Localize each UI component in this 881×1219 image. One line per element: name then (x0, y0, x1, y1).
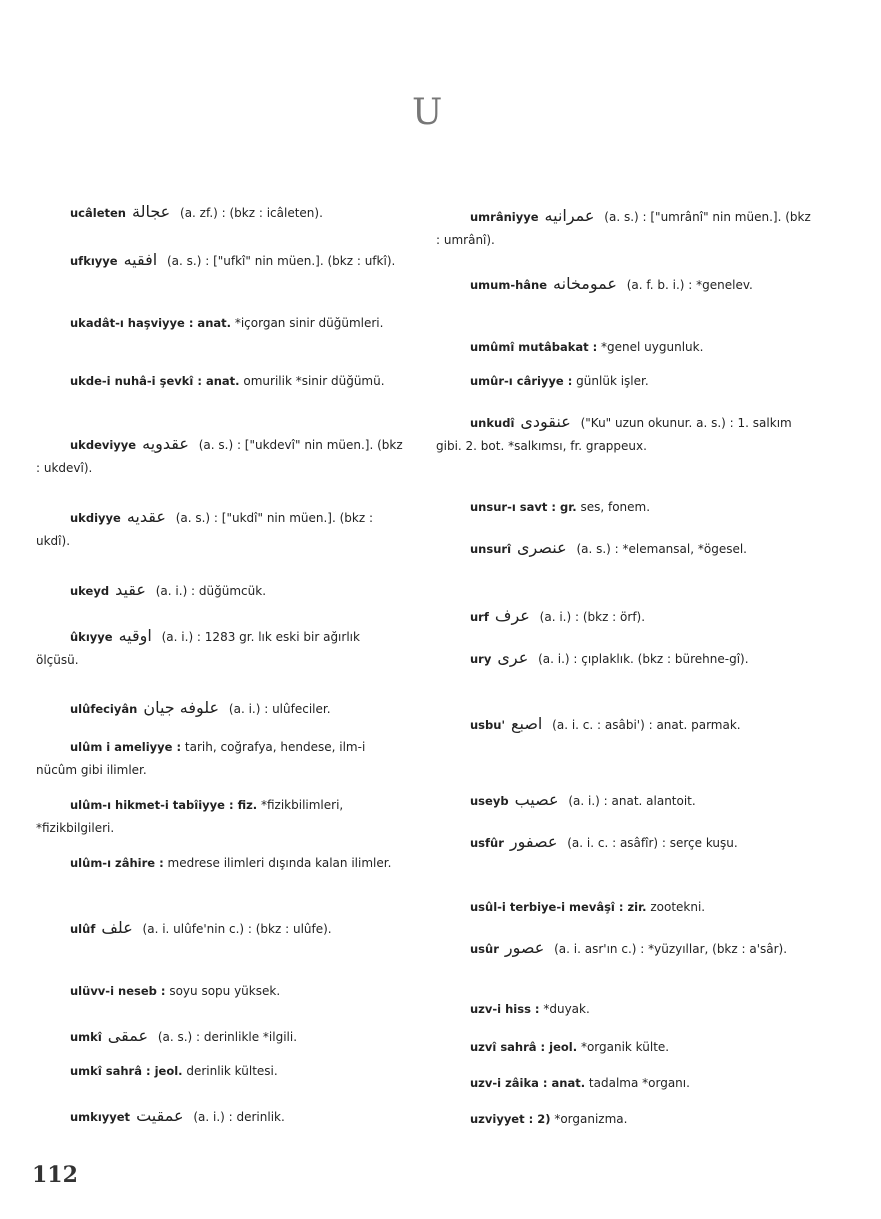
entry-arabic-script: عمقيت (136, 1106, 184, 1125)
entry-definition: *genel uygunluk. (601, 340, 704, 354)
entry-headword: urf (470, 610, 489, 624)
entry-definition: soyu sopu yüksek. (169, 984, 281, 998)
dictionary-entry (36, 624, 406, 672)
dictionary-entry (436, 410, 812, 458)
entry-headword: uzv-i zâika : anat. (470, 1076, 586, 1090)
dictionary-entry (36, 505, 406, 553)
dictionary-entry (36, 1104, 406, 1129)
entry-headword: ufkıyye (70, 254, 118, 268)
entry-definition: derinlik kültesi. (186, 1064, 278, 1078)
entry-arabic-script: عمقى (107, 1026, 148, 1045)
dictionary-entry (436, 646, 812, 671)
dictionary-entry (36, 794, 406, 840)
entry-headword: usfûr (470, 836, 504, 850)
entry-headword: unkudî (470, 416, 515, 430)
entry-headword: unsurî (470, 542, 512, 556)
dictionary-entry (436, 370, 812, 393)
entry-arabic-script: عقيد (115, 580, 146, 599)
dictionary-entry (36, 696, 406, 721)
entry-headword: usûl-i terbiye-i mevâşî : zir. (470, 900, 647, 914)
page-number: 112 (32, 1162, 78, 1188)
entry-arabic-script: عصيب (514, 790, 559, 809)
entry-headword: ucâleten (70, 206, 126, 220)
dictionary-entry (436, 204, 812, 252)
dictionary-entry (436, 536, 812, 561)
entry-definition: ("Ku" uzun okunur. a. s.) : 1. salkım gibi. 2. bot. *salkımsı, fr. grappeux. (436, 416, 792, 453)
entry-definition: *organizma. (554, 1112, 628, 1126)
entry-headword: unsur-ı savt : gr. (470, 500, 577, 514)
entry-definition: (a. f. b. i.) : *genelev. (622, 278, 753, 292)
entry-headword: ûkıyye (70, 630, 113, 644)
entry-headword: useyb (470, 794, 509, 808)
dictionary-entry (36, 916, 406, 941)
dictionary-entry (36, 200, 406, 225)
dictionary-entry (36, 370, 406, 393)
entry-headword: uzvî sahrâ : jeol. (470, 1040, 578, 1054)
entry-definition: (a. i.) : anat. alantoit. (564, 794, 696, 808)
dictionary-entry (36, 736, 406, 782)
entry-arabic-script: عقديه (126, 507, 166, 526)
entry-headword: umûmî mutâbakat : (470, 340, 598, 354)
entry-headword: ulûfeciyân (70, 702, 138, 716)
entry-headword: umkıyyet (70, 1110, 131, 1124)
entry-arabic-script: عصفور (509, 832, 558, 851)
dictionary-entry (436, 1072, 812, 1095)
entry-headword: ulûm-ı zâhire : (70, 856, 164, 870)
dictionary-entry (436, 896, 812, 919)
section-letter: U (412, 92, 443, 133)
entry-headword: uzviyyet : 2) (470, 1112, 551, 1126)
dictionary-entry (436, 936, 812, 961)
entry-arabic-script: عنصرى (517, 538, 567, 557)
dictionary-entry (36, 980, 406, 1003)
dictionary-entry (436, 788, 812, 813)
entry-headword: ukdiyye (70, 511, 121, 525)
entry-definition: (a. i.) : ulûfeciler. (225, 702, 331, 716)
dictionary-entry (36, 852, 406, 875)
entry-headword: usûr (470, 942, 499, 956)
entry-arabic-script: علف (101, 918, 133, 937)
entry-definition: (a. s.) : ["ukdî" nin müen.]. (bkz : ukdî). (36, 511, 374, 548)
entry-arabic-script: افقيه (123, 250, 158, 269)
entry-arabic-script: عمرانيه (544, 206, 595, 225)
entry-definition: (a. s.) : derinlikle *ilgili. (154, 1030, 298, 1044)
dictionary-entry (436, 272, 812, 297)
entry-definition: tadalma *organı. (588, 1076, 690, 1090)
entry-headword: usbu' (470, 718, 505, 732)
entry-definition: *içorgan sinir düğümleri. (234, 316, 384, 330)
dictionary-entry (436, 496, 812, 519)
entry-definition: medrese ilimleri dışında kalan ilimler. (167, 856, 392, 870)
entry-definition: ses, fonem. (580, 500, 651, 514)
entry-definition: (a. s.) : *elemansal, *ögesel. (572, 542, 747, 556)
entry-definition: günlük işler. (576, 374, 649, 388)
entry-definition: *duyak. (543, 1002, 590, 1016)
entry-arabic-script: عمومخانه (553, 274, 617, 293)
entry-definition: (a. i. c. : asâfîr) : serçe kuşu. (563, 836, 738, 850)
dictionary-entry (36, 248, 406, 273)
entry-arabic-script: عرف (494, 606, 530, 625)
entry-arabic-script: عجالة (132, 202, 171, 221)
dictionary-entry (436, 604, 812, 629)
entry-headword: umkî sahrâ : jeol. (70, 1064, 183, 1078)
entry-headword: ulüvv-i neseb : (70, 984, 166, 998)
dictionary-entry (36, 1060, 406, 1083)
entry-arabic-script: عصور (504, 938, 545, 957)
entry-definition: tarih, coğrafya, hendese, ilm-i nücûm gibi ilimler. (36, 740, 366, 777)
entry-headword: ury (470, 652, 492, 666)
entry-definition: (a. i.) : derinlik. (189, 1110, 285, 1124)
entry-headword: ulûf (70, 922, 96, 936)
entry-definition: (a. i. c. : asâbi') : anat. parmak. (548, 718, 741, 732)
entry-definition: (a. i. ulûfe'nin c.) : (bkz : ulûfe). (138, 922, 332, 936)
entry-definition: (a. s.) : ["ufkî" nin müen.]. (bkz : ufkî). (163, 254, 396, 268)
dictionary-entry (436, 336, 812, 359)
entry-definition: (a. i.) : (bkz : örf). (535, 610, 646, 624)
dictionary-entry (36, 578, 406, 603)
entry-headword: umûr-ı câriyye : (470, 374, 573, 388)
entry-definition: (a. i.) : çıplaklık. (bkz : bürehne-gî). (534, 652, 749, 666)
dictionary-entry (36, 432, 406, 480)
entry-definition: *organik külte. (580, 1040, 670, 1054)
dictionary-entry (36, 1024, 406, 1049)
entry-definition: (a. s.) : ["ukdevî" nin müen.]. (bkz : ukdevî). (36, 438, 403, 475)
entry-arabic-script: عقدويه (142, 434, 189, 453)
entry-definition: (a. i. asr'ın c.) : *yüzyıllar, (bkz : a'sâr). (550, 942, 788, 956)
entry-arabic-script: علوفه جيان (143, 698, 220, 717)
entry-definition: omurilik *sinir düğümü. (243, 374, 385, 388)
entry-headword: ukadât-ı haşviyye : anat. (70, 316, 232, 330)
entry-definition: (a. s.) : ["umrânî" nin müen.]. (bkz : umrânî). (436, 210, 811, 247)
entry-definition: (a. i.) : düğümcük. (151, 584, 267, 598)
entry-headword: uzv-i hiss : (470, 1002, 540, 1016)
entry-definition: *fizikbilimleri, *fizikbilgileri. (36, 798, 344, 835)
entry-headword: ulûm-ı hikmet-i tabîiyye : fiz. (70, 798, 258, 812)
entry-headword: ulûm i ameliyye : (70, 740, 182, 754)
entry-headword: umrâniyye (470, 210, 539, 224)
entry-headword: ukde-i nuhâ-i şevkî : anat. (70, 374, 240, 388)
entry-definition: zootekni. (650, 900, 706, 914)
entry-arabic-script: عنقودى (520, 412, 571, 431)
entry-headword: ukeyd (70, 584, 110, 598)
dictionary-entry (436, 1108, 812, 1131)
entry-headword: umum-hâne (470, 278, 548, 292)
dictionary-entry (436, 712, 812, 737)
entry-arabic-script: عرى (497, 648, 529, 667)
dictionary-entry (36, 312, 406, 335)
dictionary-entry (436, 830, 812, 855)
entry-definition: (a. i.) : 1283 gr. lık eski bir ağırlık ölçüsü. (36, 630, 360, 667)
dictionary-entry (436, 998, 812, 1021)
entry-headword: umkî (70, 1030, 102, 1044)
entry-arabic-script: اصبع (510, 714, 543, 733)
dictionary-entry (436, 1036, 812, 1059)
entry-definition: (a. zf.) : (bkz : icâleten). (176, 206, 323, 220)
entry-headword: ukdeviyye (70, 438, 137, 452)
entry-arabic-script: اوقيه (118, 626, 152, 645)
